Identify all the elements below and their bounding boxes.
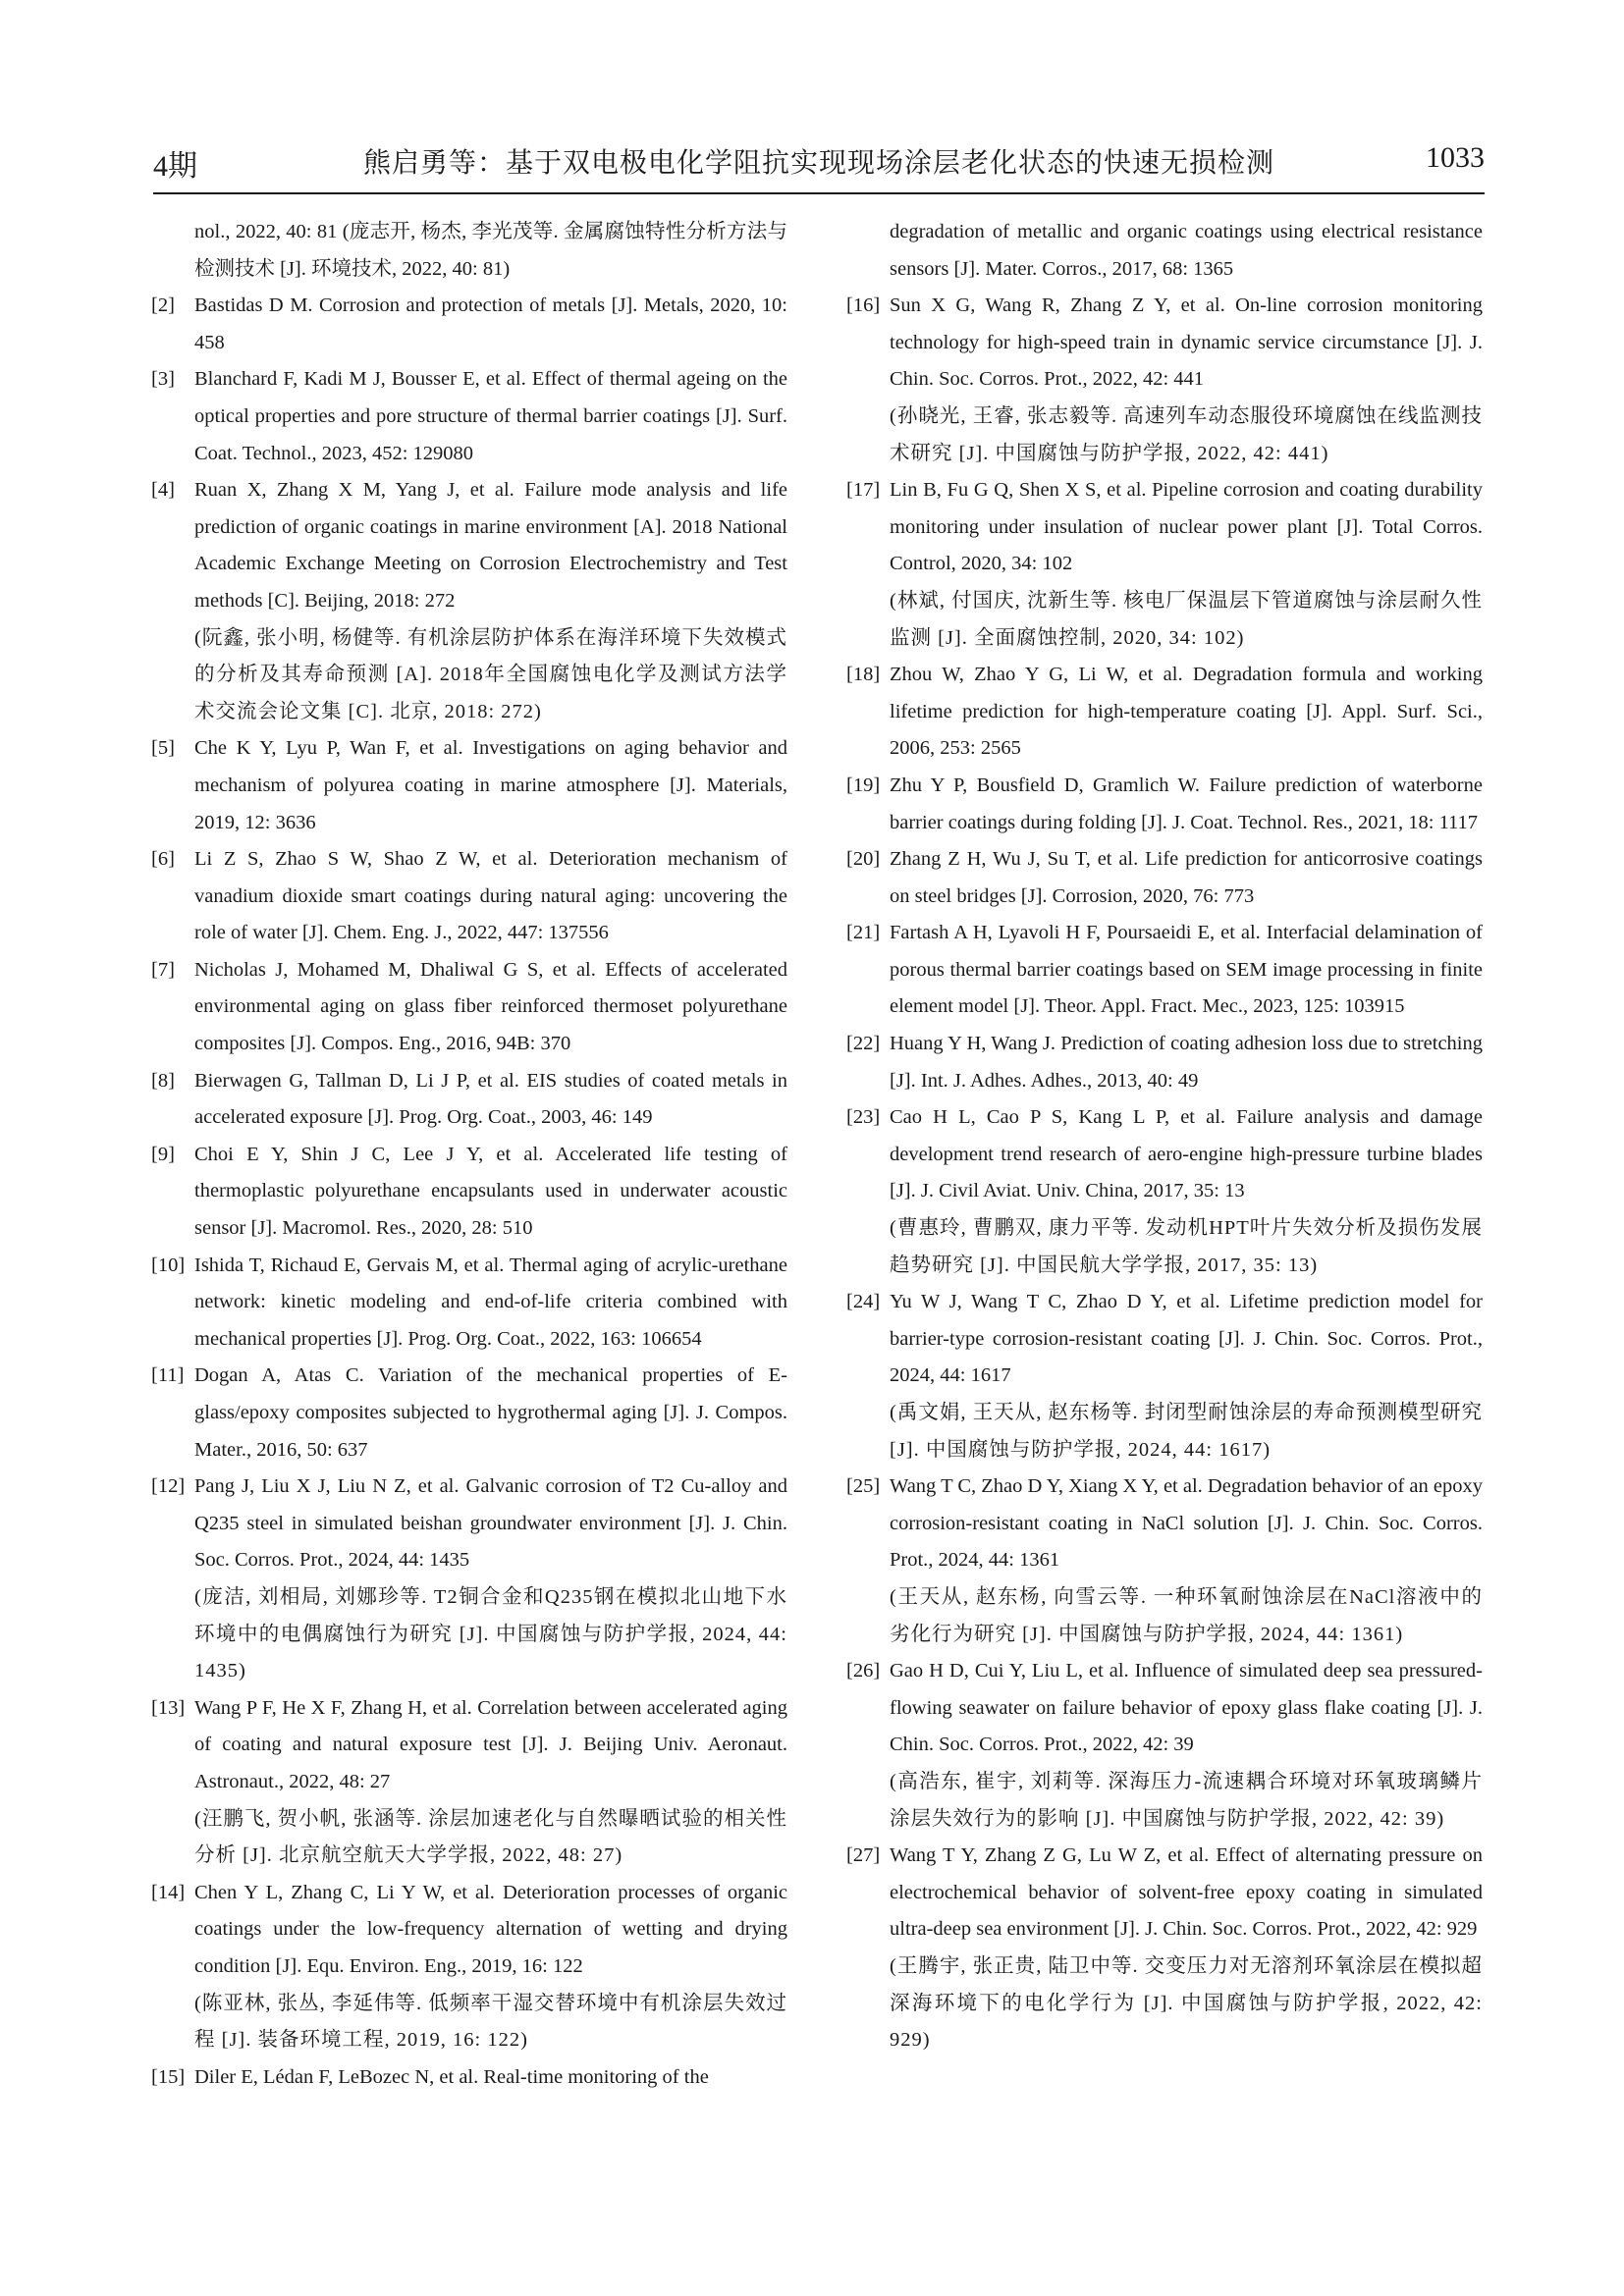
reference-item bbox=[846, 768, 1483, 841]
reference-number: [14] bbox=[151, 1881, 186, 1903]
reference-number: [22] bbox=[846, 1033, 881, 1055]
reference-chinese: (阮鑫, 张小明, 杨健等. 有机涂层防护体系在海洋环境下失效模式的分析及其寿命预测 [A]. 2018年全国腐蚀电化学及测试方法学术交流会论文集 [C]. 北京, 2018: 272) bbox=[194, 626, 787, 722]
reference-number: [26] bbox=[846, 1660, 881, 1682]
reference-number: [25] bbox=[846, 1475, 881, 1498]
reference-english: Sun X G, Wang R, Zhang Z Y, et al. On-line corrosion monitoring technology for high-speed train in dynamic service circumstance [J]. J. Chin. Soc. Corros. Prot., 2022, 42: 441 bbox=[890, 294, 1483, 391]
right-column bbox=[846, 214, 1483, 2059]
reference-number: [8] bbox=[151, 1069, 175, 1092]
reference-number: [13] bbox=[151, 1696, 186, 1719]
reference-item bbox=[151, 472, 787, 730]
reference-number: [18] bbox=[846, 664, 881, 686]
issue-number: 4期 bbox=[153, 150, 197, 183]
reference-number: [24] bbox=[846, 1291, 881, 1313]
reference-item bbox=[151, 1063, 787, 1137]
reference-item bbox=[846, 1468, 1483, 1653]
reference-item bbox=[846, 841, 1483, 915]
reference-item bbox=[846, 1653, 1483, 1838]
reference-item bbox=[846, 1838, 1483, 2059]
reference-item bbox=[846, 915, 1483, 1026]
reference-english: Gao H D, Cui Y, Liu L, et al. Influence of simulated deep sea pressured-flowing seawater on failure behavior of epoxy glass flake coating [J]. J. Chin. Soc. Corros. Prot., 2022, 42: 39 bbox=[890, 1660, 1483, 1756]
reference-continuation bbox=[846, 214, 1483, 288]
reference-item bbox=[151, 730, 787, 841]
reference-english: Nicholas J, Mohamed M, Dhaliwal G S, et al. Effects of accelerated environmental aging on glass fiber reinforced thermoset polyurethane composites [J]. Compos. Eng., 2016, 94B: 370 bbox=[194, 958, 787, 1055]
reference-english: Bierwagen G, Tallman D, Li J P, et al. EIS studies of coated metals in accelerated exposure [J]. Prog. Org. Coat., 2003, 46: 149 bbox=[194, 1069, 787, 1129]
reference-item bbox=[846, 1026, 1483, 1099]
reference-chinese: (王腾宇, 张正贵, 陆卫中等. 交变压力对无溶剂环氧涂层在模拟超深海环境下的电化学行为 [J]. 中国腐蚀与防护学报, 2022, 42: 929) bbox=[890, 1954, 1483, 2052]
reference-english: Zhu Y P, Bousfield D, Gramlich W. Failure prediction of waterborne barrier coatings during folding [J]. J. Coat. Technol. Res., 2021, 18: 1117 bbox=[890, 774, 1483, 833]
reference-number: [19] bbox=[846, 774, 881, 796]
reference-item bbox=[151, 288, 787, 361]
reference-item bbox=[151, 1358, 787, 1468]
reference-item bbox=[151, 1248, 787, 1359]
reference-item bbox=[151, 1690, 787, 1875]
reference-number: [16] bbox=[846, 294, 881, 317]
reference-chinese: (汪鹏飞, 贺小帆, 张涵等. 涂层加速老化与自然曝晒试验的相关性分析 [J]. 北京航空航天大学学报, 2022, 48: 27) bbox=[194, 1807, 787, 1867]
reference-number: [27] bbox=[846, 1844, 881, 1867]
reference-english: Zhang Z H, Wu J, Su T, et al. Life prediction for anticorrosive coatings on steel bridges [J]. Corrosion, 2020, 76: 773 bbox=[890, 848, 1483, 907]
reference-item bbox=[151, 361, 787, 472]
reference-item bbox=[151, 2059, 787, 2097]
reference-chinese: (王天从, 赵东杨, 向雪云等. 一种环氧耐蚀涂层在NaCl溶液中的劣化行为研究 [J]. 中国腐蚀与防护学报, 2024, 44: 1361) bbox=[890, 1585, 1483, 1645]
reference-english: Che K Y, Lyu P, Wan F, et al. Investigations on aging behavior and mechanism of polyurea coating in marine atmosphere [J]. Materials, 2019, 12: 3636 bbox=[194, 737, 787, 833]
reference-english: nol., 2022, 40: 81 bbox=[194, 221, 338, 242]
reference-number: [5] bbox=[151, 737, 175, 760]
reference-chinese: (禹文娟, 王天从, 赵东杨等. 封闭型耐蚀涂层的寿命预测模型研究 [J]. 中国腐蚀与防护学报, 2024, 44: 1617) bbox=[890, 1402, 1483, 1461]
reference-chinese: (高浩东, 崔宇, 刘莉等. 深海压力-流速耦合环境对环氧玻璃鳞片涂层失效行为的影响 [J]. 中国腐蚀与防护学报, 2022, 42: 39) bbox=[890, 1770, 1483, 1830]
reference-chinese: (庞志开, 杨杰, 李光茂等. 金属腐蚀特性分析方法与检测技术 [J]. 环境技术, 2022, 40: 81) bbox=[194, 221, 787, 280]
reference-english: degradation of metallic and organic coatings using electrical resistance sensors [J]. Mater. Corros., 2017, 68: 1365 bbox=[890, 221, 1483, 280]
reference-number: [2] bbox=[151, 294, 175, 317]
left-column bbox=[151, 214, 787, 2096]
reference-item bbox=[846, 1284, 1483, 1468]
reference-english: Zhou W, Zhao Y G, Li W, et al. Degradation formula and working lifetime prediction for high-temperature coating [J]. Appl. Surf. Sci., 2006, 253: 2565 bbox=[890, 664, 1483, 760]
reference-item bbox=[151, 952, 787, 1063]
reference-english: Yu W J, Wang T C, Zhao D Y, et al. Lifetime prediction model for barrier-type corrosion-resistant coating [J]. J. Chin. Soc. Corros. Prot., 2024, 44: 1617 bbox=[890, 1291, 1483, 1387]
reference-number: [7] bbox=[151, 958, 175, 981]
reference-english: Pang J, Liu X J, Liu N Z, et al. Galvanic corrosion of T2 Cu-alloy and Q235 steel in simulated beishan groundwater environment [J]. J. Chin. Soc. Corros. Prot., 2024, 44: 1435 bbox=[194, 1475, 787, 1572]
reference-chinese: (孙晓光, 王睿, 张志毅等. 高速列车动态服役环境腐蚀在线监测技术研究 [J]. 中国腐蚀与防护学报, 2022, 42: 441) bbox=[890, 404, 1483, 464]
reference-english: Choi E Y, Shin J C, Lee J Y, et al. Accelerated life testing of thermoplastic polyurethane encapsulants used in underwater acoustic sensor [J]. Macromol. Res., 2020, 28: 510 bbox=[194, 1143, 787, 1240]
reference-english: Dogan A, Atas C. Variation of the mechanical properties of E-glass/epoxy composites subjected to hygrothermal aging [J]. J. Compos. Mater., 2016, 50: 637 bbox=[194, 1364, 787, 1461]
reference-item bbox=[846, 288, 1483, 472]
reference-english: Wang T Y, Zhang Z G, Lu W Z, et al. Effect of alternating pressure on electrochemical behavior of solvent-free epoxy coating in simulated ultra-deep sea environment [J]. J. Chin. Soc. Corros. Prot., 2022, 42: 929 bbox=[890, 1844, 1483, 1941]
reference-english: Bastidas D M. Corrosion and protection of metals [J]. Metals, 2020, 10: 458 bbox=[194, 294, 787, 353]
reference-english: Huang Y H, Wang J. Prediction of coating adhesion loss due to stretching [J]. Int. J. Adhes. Adhes., 2013, 40: 49 bbox=[890, 1033, 1483, 1092]
page-number: 1033 bbox=[1426, 141, 1485, 174]
reference-number: [10] bbox=[151, 1254, 186, 1276]
reference-number: [21] bbox=[846, 922, 881, 944]
reference-item bbox=[151, 1875, 787, 2059]
reference-item bbox=[151, 841, 787, 952]
reference-number: [15] bbox=[151, 2065, 186, 2088]
reference-number: [23] bbox=[846, 1106, 881, 1129]
reference-english: Li Z S, Zhao S W, Shao Z W, et al. Deterioration mechanism of vanadium dioxide smart coatings during natural aging: uncovering the role of water [J]. Chem. Eng. J., 2022, 447: 137556 bbox=[194, 848, 787, 944]
reference-english: Lin B, Fu G Q, Shen X S, et al. Pipeline corrosion and coating durability monitoring under insulation of nuclear power plant [J]. Total Corros. Control, 2020, 34: 102 bbox=[890, 479, 1483, 575]
reference-english: Wang T C, Zhao D Y, Xiang X Y, et al. Degradation behavior of an epoxy corrosion-resistant coating in NaCl solution [J]. J. Chin. Soc. Corros. Prot., 2024, 44: 1361 bbox=[890, 1475, 1483, 1572]
reference-number: [6] bbox=[151, 848, 175, 871]
reference-english: Blanchard F, Kadi M J, Bousser E, et al. Effect of thermal ageing on the optical properties and pore structure of thermal barrier coatings [J]. Surf. Coat. Technol., 2023, 452: 129080 bbox=[194, 368, 787, 464]
reference-chinese: (林斌, 付国庆, 沈新生等. 核电厂保温层下管道腐蚀与涂层耐久性监测 [J]. 全面腐蚀控制, 2020, 34: 102) bbox=[890, 589, 1483, 649]
running-title: 熊启勇等：基于双电极电化学阻抗实现现场涂层老化状态的快速无损检测 bbox=[362, 148, 1274, 179]
reference-number: [11] bbox=[151, 1364, 185, 1387]
reference-english: Wang P F, He X F, Zhang H, et al. Correlation between accelerated aging of coating and natural exposure test [J]. J. Beijing Univ. Aeronaut. Astronaut., 2022, 48: 27 bbox=[194, 1696, 787, 1792]
reference-item bbox=[846, 1099, 1483, 1284]
header-rule bbox=[153, 192, 1485, 194]
reference-item bbox=[846, 657, 1483, 768]
reference-chinese: (曹惠玲, 曹鹏双, 康力平等. 发动机HPT叶片失效分析及损伤发展趋势研究 [J]. 中国民航大学学报, 2017, 35: 13) bbox=[890, 1217, 1483, 1276]
reference-english: Ishida T, Richaud E, Gervais M, et al. Thermal aging of acrylic-urethane network: kinetic modeling and end-of-life criteria combined with mechanical properties [J]. Prog. Org. Coat., 2022, 163: 106654 bbox=[194, 1254, 787, 1350]
reference-chinese: (庞洁, 刘相局, 刘娜珍等. T2铜合金和Q235钢在模拟北山地下水环境中的电偶腐蚀行为研究 [J]. 中国腐蚀与防护学报, 2024, 44: 1435) bbox=[194, 1585, 787, 1682]
reference-number: [4] bbox=[151, 479, 175, 502]
reference-english: Ruan X, Zhang X M, Yang J, et al. Failure mode analysis and life prediction of organic coatings in marine environment [A]. 2018 National Academic Exchange Meeting on Corrosion Electrochemistry and Test methods [C]. Beijing, 2018: 272 bbox=[194, 479, 787, 612]
reference-chinese: (陈亚林, 张丛, 李延伟等. 低频率干湿交替环境中有机涂层失效过程 [J]. 装备环境工程, 2019, 16: 122) bbox=[194, 1992, 787, 2052]
reference-number: [12] bbox=[151, 1475, 186, 1498]
reference-english: Cao H L, Cao P S, Kang L P, et al. Failure analysis and damage development trend research of aero-engine high-pressure turbine blades [J]. J. Civil Aviat. Univ. China, 2017, 35: 13 bbox=[890, 1106, 1483, 1202]
reference-number: [20] bbox=[846, 848, 881, 871]
reference-number: [3] bbox=[151, 368, 175, 391]
reference-item bbox=[151, 1137, 787, 1248]
reference-english: Diler E, Lédan F, LeBozec N, et al. Real-time monitoring of the bbox=[194, 2065, 709, 2088]
reference-continuation bbox=[151, 214, 787, 288]
reference-english: Fartash A H, Lyavoli H F, Poursaeidi E, et al. Interfacial delamination of porous thermal barrier coatings based on SEM image processing in finite element model [J]. Theor. Appl. Fract. Mec., 2023, 125: 103915 bbox=[890, 922, 1483, 1018]
reference-number: [9] bbox=[151, 1143, 175, 1165]
reference-number: [17] bbox=[846, 479, 881, 502]
reference-english: Chen Y L, Zhang C, Li Y W, et al. Deterioration processes of organic coatings under the low-frequency alternation of wetting and drying condition [J]. Equ. Environ. Eng., 2019, 16: 122 bbox=[194, 1881, 787, 1977]
reference-item bbox=[151, 1468, 787, 1690]
reference-item bbox=[846, 472, 1483, 657]
running-header bbox=[153, 126, 1485, 185]
